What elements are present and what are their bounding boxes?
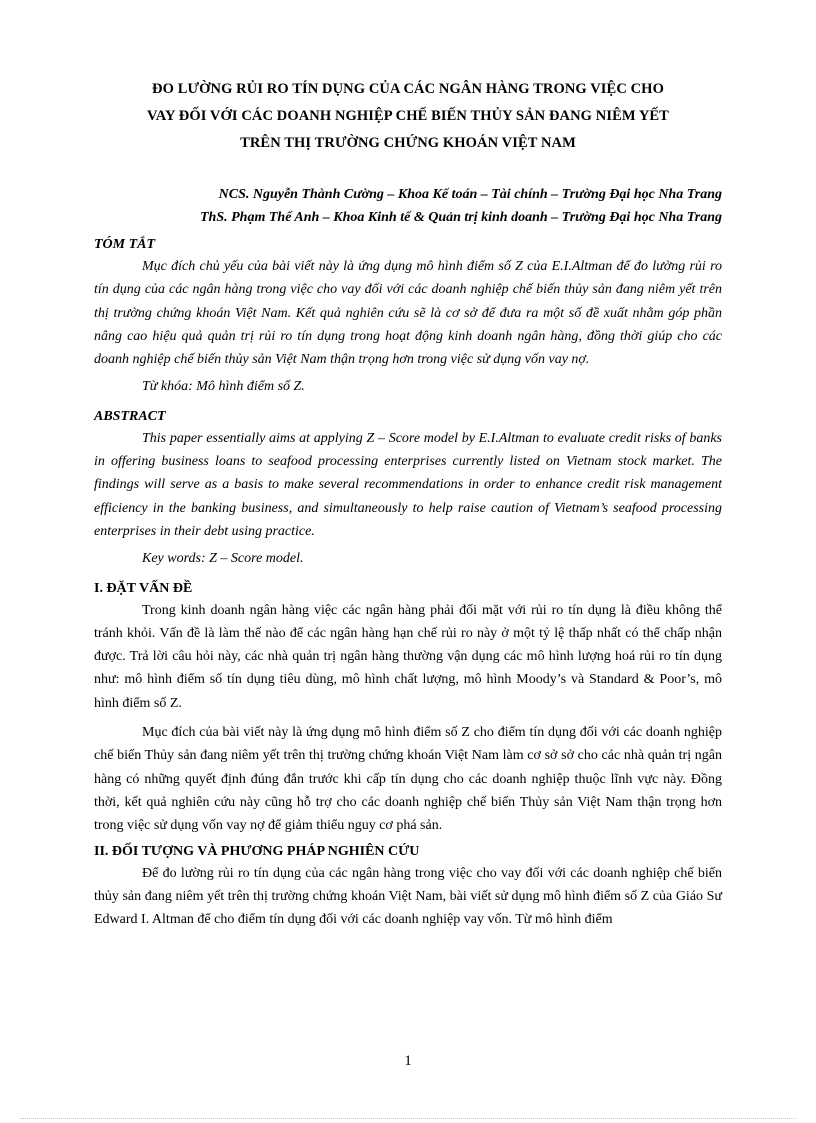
section-1-heading: I. ĐẶT VẤN ĐỀ — [94, 580, 193, 596]
document-page — [94, 76, 722, 931]
section-1-paragraph: Mục đích của bài viết này là ứng dụng mô hình điểm số Z cho điểm tín dụng đối với các doanh nghiệp chế biến Thủy sản đang niêm yết trên thị trường chứng khoán Việt Nam làm cơ sở sở cho các nhà quản trị ngân hàng có những quyết định đúng đắn trước khi cấp tín dụng cho các doanh nghiệp thuộc lĩnh vực này. Đồng thời, kết quả nghiên cứu này cũng hỗ trợ cho các doanh nghiệp chế biến Thủy sản Việt Nam thận trọng hơn trong việc sử dụng vốn vay nợ để giảm thiểu nguy cơ phá sản. — [94, 725, 722, 834]
author-line: NCS. Nguyễn Thành Cường – Khoa Kế toán – Tài chính – Trường Đại học Nha Trang — [218, 187, 722, 202]
section-2-heading: II. ĐỐI TƯỢNG VÀ PHƯƠNG PHÁP NGHIÊN CỨU — [94, 843, 420, 859]
section-2-paragraph: Để đo lường rủi ro tín dụng của các ngân hàng trong việc cho vay đối với các doanh nghiệp chế biến thủy sản đang niêm yết trên thị trường chứng khoán Việt Nam, bài viết sử dụng mô hình điểm số Z của Giáo Sư Edward I. Altman để cho điểm tín dụng đối với các doanh nghiệp vay vốn. Từ mô hình điểm — [94, 865, 722, 928]
author-block — [94, 183, 722, 229]
summary-keywords: Từ khóa: Mô hình điểm số Z. — [142, 379, 305, 395]
title-line: TRÊN THỊ TRƯỜNG CHỨNG KHOÁN VIỆT NAM — [240, 135, 576, 151]
paper-title — [94, 76, 722, 157]
page-bottom-divider — [20, 1118, 796, 1119]
title-line: ĐO LƯỜNG RỦI RO TÍN DỤNG CỦA CÁC NGÂN HÀNG TRONG VIỆC CHO — [152, 81, 664, 97]
summary-heading: TÓM TẮT — [94, 237, 156, 252]
author-line: ThS. Phạm Thế Anh – Khoa Kinh tế & Quản trị kinh doanh – Trường Đại học Nha Trang — [200, 210, 722, 225]
abstract-keywords: Key words: Z – Score model. — [142, 551, 304, 567]
page-number: 1 — [404, 1053, 412, 1069]
section-1-paragraph: Trong kinh doanh ngân hàng việc các ngân hàng phải đối mặt với rủi ro tín dụng là điều không thể tránh khỏi. Vấn đề là làm thế nào để các ngân hàng hạn chế rủi ro này ở một tỷ lệ thấp nhất có thể chấp nhận được. Trả lời câu hỏi này, các nhà quản trị ngân hàng thường vận dụng các mô hình lượng hoá rủi ro tín dụng như: mô hình điểm số tín dụng tiêu dùng, mô hình chất lượng, mô hình Moody’s và Standard & Poor’s, mô hình điểm số Z. — [94, 602, 722, 711]
title-line: VAY ĐỐI VỚI CÁC DOANH NGHIỆP CHẾ BIẾN THỦY SẢN ĐANG NIÊM YẾT — [147, 108, 669, 124]
abstract-heading: ABSTRACT — [94, 408, 166, 424]
abstract-text: This paper essentially aims at applying Z – Score model by E.I.Altman to evaluate credit risks of banks in offering business loans to seafood processing enterprises currently listed on Vietnam stock market. The findings will serve as a basis to make several recommendations in order to enhance credit risk management efficiency in the banking business, and simultaneously to help raise caution of Vietnam’s seafood processing enterprises in their debt using practice. — [94, 430, 722, 539]
summary-text: Mục đích chủ yếu của bài viết này là ứng dụng mô hình điểm số Z của E.I.Altman để đo lường rủi ro tín dụng của các ngân hàng trong việc cho vay đối với các doanh nghiệp chế biến thủy sản đang niêm yết trên thị trường chứng khoán Việt Nam. Kết quả nghiên cứu sẽ là cơ sở để đưa ra một số đề xuất nhằm góp phần nâng cao hiệu quả quản trị rủi ro tín dụng trong hoạt động kinh doanh ngân hàng, đồng thời giúp cho các doanh nghiệp chế biến thủy sản Việt Nam thận trọng hơn trong việc sử dụng vốn vay nợ. — [94, 259, 722, 368]
